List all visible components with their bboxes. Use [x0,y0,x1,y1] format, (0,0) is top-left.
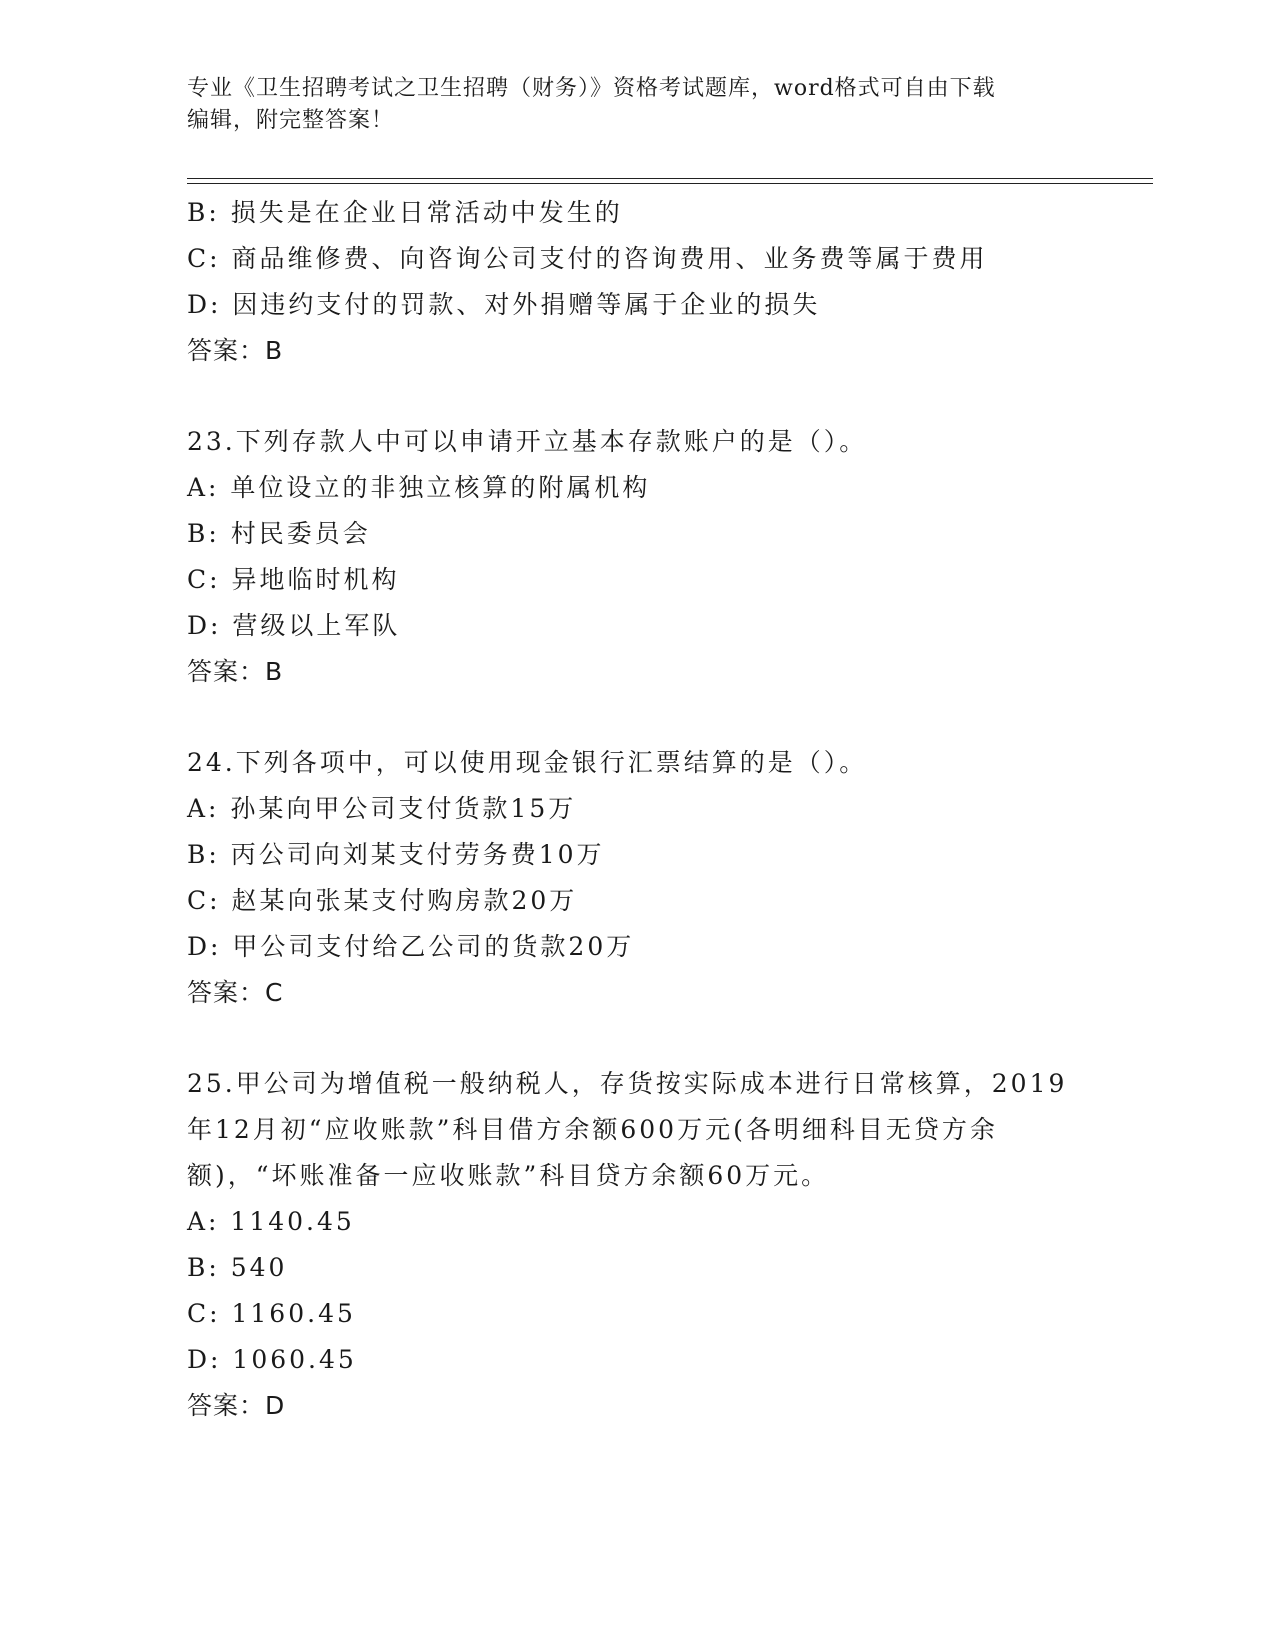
q24-option-c: C: 赵某向张某支付购房款20万 [187,886,578,915]
q22-option-d: D: 因违约支付的罚款、对外捐赠等属于企业的损失 [187,290,821,319]
question-24 [187,740,1087,1016]
header-line-2: 编辑，附完整答案！ [187,108,395,133]
document-header [187,73,1087,137]
spacer [187,1016,1087,1061]
question-25 [187,1061,1087,1429]
spacer [187,374,1087,419]
q25-stem-line-1: 25.甲公司为增值税一般纳税人，存货按实际成本进行日常核算，2019 [187,1069,1068,1098]
q25-option-d: D: 1060.45 [187,1345,357,1374]
header-rule-top [187,178,1153,179]
q22-option-b: B: 损失是在企业日常活动中发生的 [187,198,623,227]
q24-option-b: B: 丙公司向刘某支付劳务费10万 [187,840,605,869]
question-content [187,190,1087,1429]
q23-option-b: B: 村民委员会 [187,519,371,548]
q25-stem-line-2: 年12月初“应收账款”科目借方余额600万元(各明细科目无贷方余 [187,1115,998,1144]
header-line-1: 专业《卫生招聘考试之卫生招聘（财务）》资格考试题库，word格式可自由下载 [187,76,996,101]
q23-option-d: D: 营级以上军队 [187,611,401,640]
question-22 [187,190,1087,374]
q23-option-c: C: 异地临时机构 [187,565,400,594]
q25-option-b: B: 540 [187,1253,288,1282]
q23-answer: 答案：B [187,657,284,686]
question-23 [187,419,1087,695]
q25-answer: 答案：D [187,1391,286,1420]
header-rule-bottom [187,183,1153,184]
q23-stem: 23.下列存款人中可以申请开立基本存款账户的是（）。 [187,427,868,456]
q24-option-a: A: 孙某向甲公司支付货款15万 [187,794,577,823]
q24-stem: 24.下列各项中，可以使用现金银行汇票结算的是（）。 [187,748,868,777]
q25-option-a: A: 1140.45 [187,1207,355,1236]
q24-option-d: D: 甲公司支付给乙公司的货款20万 [187,932,635,961]
q22-option-c: C: 商品维修费、向咨询公司支付的咨询费用、业务费等属于费用 [187,244,988,273]
q23-option-a: A: 单位设立的非独立核算的附属机构 [187,473,651,502]
q25-option-c: C: 1160.45 [187,1299,356,1328]
q22-answer: 答案：B [187,336,284,365]
q25-stem-line-3: 额)，“坏账准备一应收账款”科目贷方余额60万元。 [187,1161,830,1190]
q24-answer: 答案：C [187,978,284,1007]
spacer [187,695,1087,740]
